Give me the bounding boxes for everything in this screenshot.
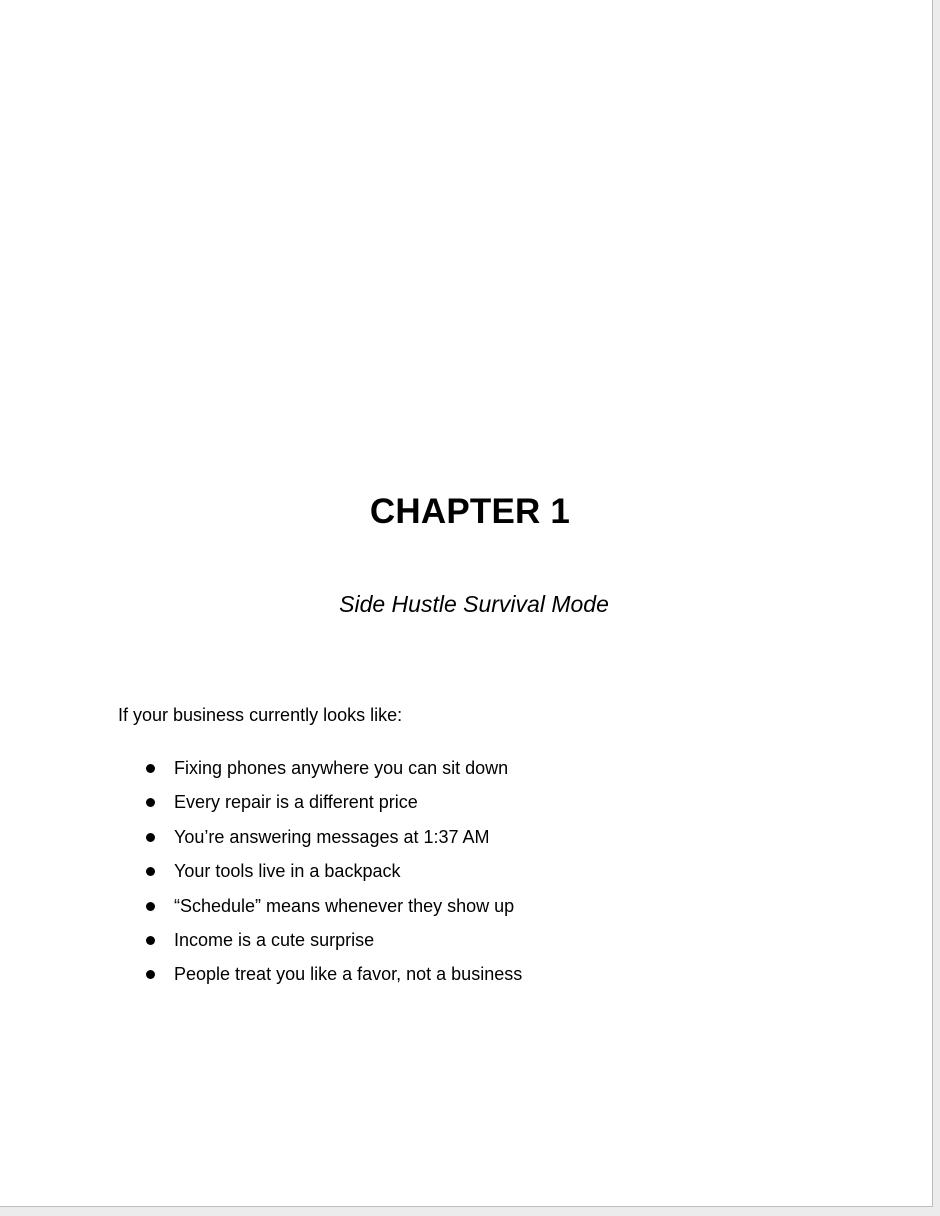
bullet-icon: [146, 833, 155, 842]
bullet-icon: [146, 867, 155, 876]
list-item-text: You’re answering messages at 1:37 AM: [174, 826, 490, 847]
chapter-subtitle: Side Hustle Survival Mode: [339, 591, 609, 617]
list-item-text: People treat you like a favor, not a business: [174, 964, 523, 985]
chapter-title: CHAPTER 1: [369, 492, 571, 531]
bullet-icon: [146, 970, 155, 979]
list-item-text: Fixing phones anywhere you can sit down: [174, 758, 509, 778]
list-item-text: Every repair is a different price: [174, 792, 418, 813]
list-item-text: “Schedule” means whenever they show up: [174, 895, 515, 916]
intro-paragraph: If your business currently looks like:: [118, 705, 403, 725]
list-item-text: Income is a cute surprise: [174, 929, 375, 950]
bullet-icon: [146, 902, 155, 911]
bullet-icon: [146, 798, 155, 807]
bullet-icon: [146, 936, 155, 945]
list-item-text: Your tools live in a backpack: [174, 861, 401, 882]
bullet-icon: [146, 764, 155, 773]
